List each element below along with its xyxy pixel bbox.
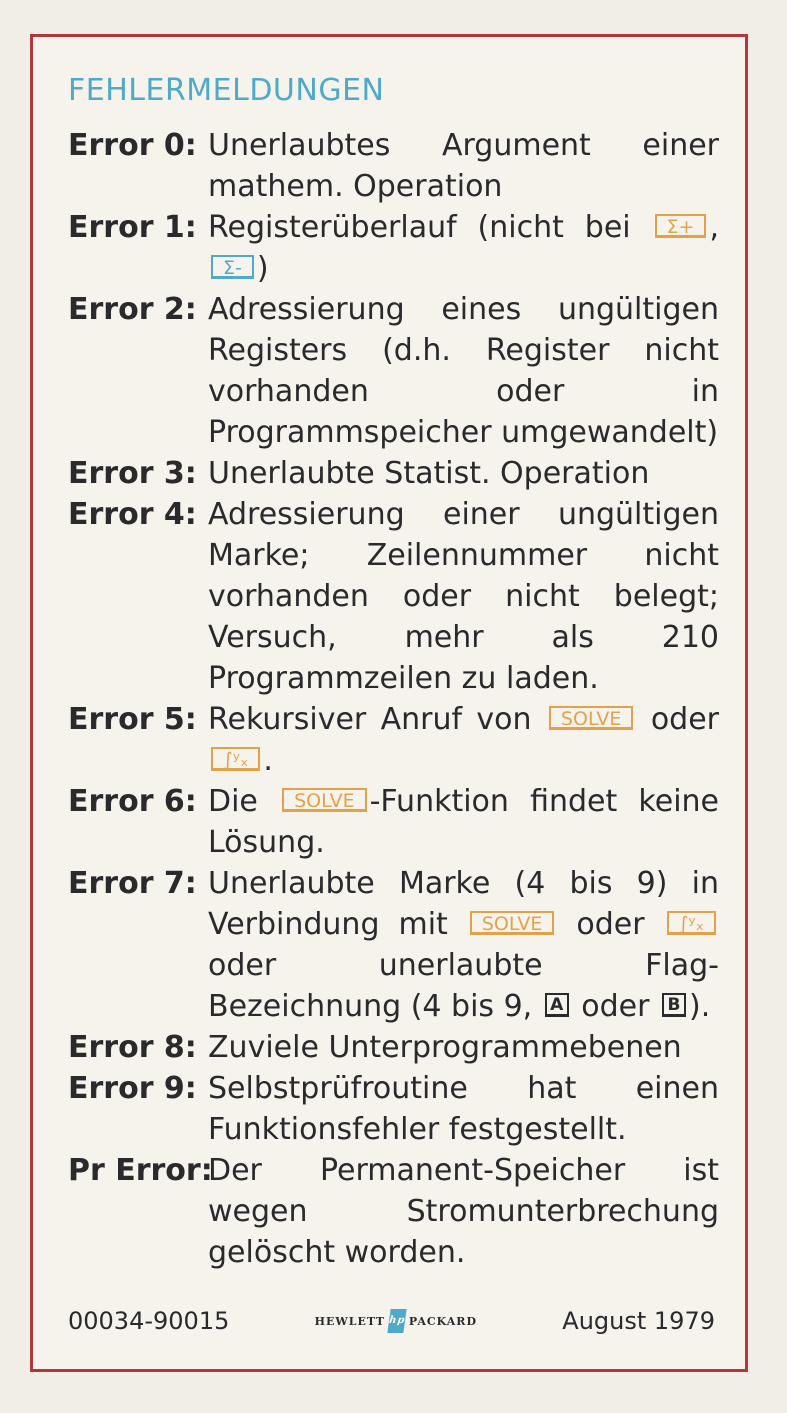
reference-card bbox=[30, 34, 748, 1372]
error-item-6 bbox=[68, 781, 719, 863]
error-code: Error 7: bbox=[68, 866, 197, 901]
error-item-5 bbox=[68, 699, 719, 781]
a-key: A bbox=[545, 993, 569, 1017]
error-item-0 bbox=[68, 125, 719, 207]
error-item-4 bbox=[68, 494, 719, 699]
error-description: Selbstprüfroutine hat einen Funktionsfehler festgestellt. bbox=[208, 1071, 719, 1147]
error-item-7 bbox=[68, 863, 719, 1027]
sigma-plus-key: Σ+ bbox=[655, 214, 707, 238]
error-code: Error 2: bbox=[68, 292, 197, 327]
error-description: Unerlaubte Marke (4 bis 9) in Verbindung mit SOLVE oder ∫ʸₓ oder unerlaubte Flag-Bezeichnung (4 bis 9, A oder B ). bbox=[208, 866, 719, 1024]
error-code: Error 9: bbox=[68, 1071, 197, 1106]
hp-logo: HEWLETT hp PACKARD bbox=[315, 1309, 477, 1333]
error-code: Error 6: bbox=[68, 784, 197, 819]
solve-key: SOLVE bbox=[549, 706, 634, 730]
error-item-2 bbox=[68, 289, 719, 453]
error-description: Adressierung eines ungültigen Registers (d.h. Register nicht vorhanden oder in Programmspeicher umgewandelt) bbox=[208, 292, 719, 450]
error-code: Error 1: bbox=[68, 210, 197, 245]
error-description: Die SOLVE -Funktion findet keine Lösung. bbox=[208, 784, 719, 860]
hp-logo-icon: hp bbox=[387, 1309, 406, 1333]
error-code: Error 3: bbox=[68, 456, 197, 491]
error-code: Error 8: bbox=[68, 1030, 197, 1065]
error-description: Rekursiver Anruf von SOLVE oder ∫ʸₓ . bbox=[208, 702, 720, 778]
publication-date: August 1979 bbox=[562, 1307, 715, 1335]
error-description: Zuviele Unterprogrammebenen bbox=[208, 1030, 682, 1065]
part-number: 00034-90015 bbox=[68, 1307, 230, 1335]
error-description: Unerlaubte Statist. Operation bbox=[208, 456, 650, 491]
solve-key: SOLVE bbox=[470, 911, 555, 935]
error-code: Error 4: bbox=[68, 497, 197, 532]
error-item-9 bbox=[68, 1068, 719, 1150]
error-description: Adressierung einer ungültigen Marke; Zeilennummer nicht vorhanden oder nicht belegt; Versuch, mehr als 210 Programmzeilen zu laden. bbox=[208, 497, 719, 696]
error-code: Error 5: bbox=[68, 702, 197, 737]
error-description: Registerüberlauf (nicht bei Σ+ , Σ- ) bbox=[208, 210, 719, 286]
error-description: Unerlaubtes Argument einer mathem. Operation bbox=[208, 128, 719, 204]
error-code: Pr Error: bbox=[68, 1153, 213, 1188]
error-item-3 bbox=[68, 453, 719, 494]
solve-key: SOLVE bbox=[282, 788, 367, 812]
error-code: Error 0: bbox=[68, 128, 197, 163]
error-item-8 bbox=[68, 1027, 719, 1068]
b-key: B bbox=[662, 993, 686, 1017]
sigma-minus-key: Σ- bbox=[211, 255, 254, 279]
page-title: FEHLERMELDUNGEN bbox=[68, 73, 385, 108]
integral-key: ∫ʸₓ bbox=[667, 911, 716, 935]
error-item-pr bbox=[68, 1150, 719, 1273]
error-item-1 bbox=[68, 207, 719, 289]
error-list bbox=[68, 125, 719, 1273]
error-description: Der Permanent-Speicher ist wegen Stromunterbrechung gelöscht worden. bbox=[208, 1153, 719, 1270]
footer bbox=[68, 1307, 715, 1335]
integral-key: ∫ʸₓ bbox=[211, 747, 260, 771]
